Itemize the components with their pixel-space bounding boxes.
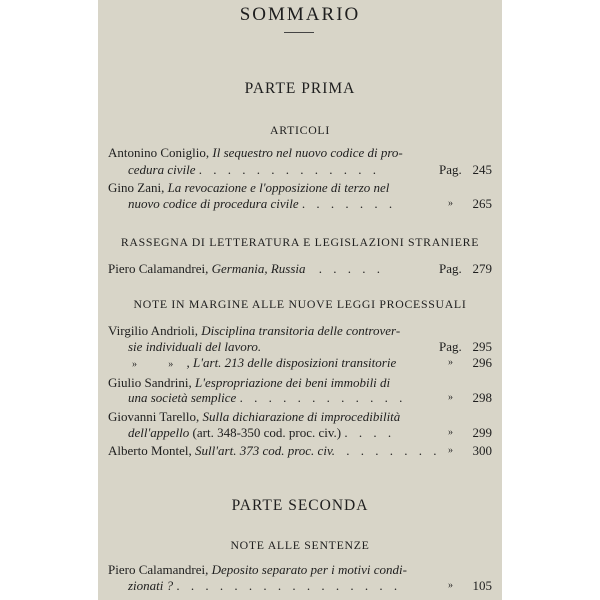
ditto-mark: » bbox=[448, 580, 453, 591]
entry-andrioli-line2 bbox=[128, 339, 261, 355]
entry-author: Virgilio Andrioli, bbox=[108, 323, 198, 338]
entry-title: Sull'art. 373 cod. proc. civ. bbox=[195, 443, 335, 458]
entry-tarello-line1 bbox=[108, 409, 400, 425]
entry-author: Giovanni Tarello, bbox=[108, 409, 200, 424]
entry-title: La revocazione e l'opposizione di terzo nel bbox=[167, 180, 390, 195]
leader-dots: . . . . . . . bbox=[346, 443, 441, 458]
entry-author: Gino Zani, bbox=[108, 180, 165, 195]
page-number: 296 bbox=[472, 355, 492, 370]
entry-author: Alberto Montel, bbox=[108, 443, 192, 458]
ditto-mark: » bbox=[448, 198, 453, 209]
entry-sandrini-line1 bbox=[108, 375, 390, 391]
heading-parte-prima: PARTE PRIMA bbox=[244, 80, 356, 97]
entry-title: Germania, Russia bbox=[211, 261, 306, 276]
heading-articoli: ARTICOLI bbox=[270, 123, 330, 137]
entry-andrioli-2 bbox=[132, 355, 396, 371]
entry-zani-line2 bbox=[128, 196, 396, 212]
leader-dots: . . . . . . . bbox=[301, 196, 397, 211]
entry-author: Piero Calamandrei, bbox=[108, 261, 209, 276]
entry-title: Disciplina transitoria delle controver- bbox=[201, 323, 401, 338]
leader-dots: . . . . . . . . . . . . . bbox=[198, 162, 380, 177]
entry-title: , L'art. 213 delle disposizioni transitorie bbox=[186, 355, 397, 370]
leader-dots: . . . . . bbox=[318, 261, 384, 276]
page-label: Pag. bbox=[439, 261, 462, 276]
entry-coniglio-line1 bbox=[108, 145, 403, 161]
entry-author: Piero Calamandrei, bbox=[108, 562, 209, 577]
heading-parte-seconda: PARTE SECONDA bbox=[231, 497, 369, 514]
heading-note-margine: NOTE IN MARGINE ALLE NUOVE LEGGI PROCESSUALI bbox=[133, 297, 467, 311]
ditto-mark: » bbox=[132, 359, 137, 370]
entry-title-cont: nuovo codice di procedura civile bbox=[128, 196, 299, 211]
ditto-mark: » bbox=[448, 392, 453, 403]
page-number: 105 bbox=[472, 578, 492, 593]
entry-title: Il sequestro nel nuovo codice di pro- bbox=[212, 145, 403, 160]
entry-coniglio-line2 bbox=[128, 162, 380, 178]
entry-calamandrei-1 bbox=[108, 261, 384, 277]
entry-title-cont: una società semplice bbox=[128, 390, 237, 405]
page-number: 245 bbox=[472, 162, 492, 177]
entry-title-cont: dell'appello bbox=[128, 425, 190, 440]
leader-dots: . . . . . . . . . . . . bbox=[239, 390, 407, 405]
ditto-mark: » bbox=[448, 427, 453, 438]
entry-author: Antonino Coniglio, bbox=[108, 145, 210, 160]
page-number: 300 bbox=[472, 443, 492, 458]
page-number: 265 bbox=[472, 196, 492, 211]
entry-montel bbox=[108, 443, 441, 459]
page-number: 299 bbox=[472, 425, 492, 440]
entry-title-cont: sie individuali del lavoro. bbox=[128, 339, 262, 354]
title-divider bbox=[284, 32, 314, 33]
entry-tarello-line2 bbox=[128, 425, 395, 441]
heading-note-sentenze: NOTE ALLE SENTENZE bbox=[230, 538, 370, 552]
entry-title-cont: cedura civile bbox=[128, 162, 196, 177]
page-title: SOMMARIO bbox=[239, 4, 361, 25]
entry-calamandrei-2-line2 bbox=[128, 578, 401, 594]
entry-zani-line1 bbox=[108, 180, 389, 196]
page-label: Pag. bbox=[439, 339, 462, 354]
entry-andrioli-line1 bbox=[108, 323, 400, 339]
page-label: Pag. bbox=[439, 162, 462, 177]
entry-title-ref: (art. 348-350 cod. proc. civ.) bbox=[192, 425, 342, 440]
heading-rassegna: RASSEGNA DI LETTERATURA E LEGISLAZIONI STRANIERE bbox=[120, 235, 480, 249]
leader-dots: . . . . . . . . . . . . . . . . bbox=[176, 578, 402, 593]
ditto-mark: » bbox=[448, 357, 453, 368]
ditto-mark: » bbox=[448, 445, 453, 456]
ditto-mark: » bbox=[168, 359, 174, 370]
entry-title: Deposito separato per i motivi condi- bbox=[211, 562, 407, 577]
entry-title: Sulla dichiarazione di improcedibilità bbox=[202, 409, 401, 424]
entry-title-cont: zionati ? bbox=[128, 578, 174, 593]
entry-author: Giulio Sandrini, bbox=[108, 375, 192, 390]
entry-sandrini-line2 bbox=[128, 390, 406, 406]
entry-calamandrei-2-line1 bbox=[108, 562, 407, 578]
leader-dots: . . . . bbox=[344, 425, 396, 440]
document-page bbox=[98, 0, 502, 600]
page-number: 279 bbox=[472, 261, 492, 276]
page-number: 298 bbox=[472, 390, 492, 405]
page-number: 295 bbox=[472, 339, 492, 354]
entry-title: L'espropriazione dei beni immobili di bbox=[195, 375, 391, 390]
